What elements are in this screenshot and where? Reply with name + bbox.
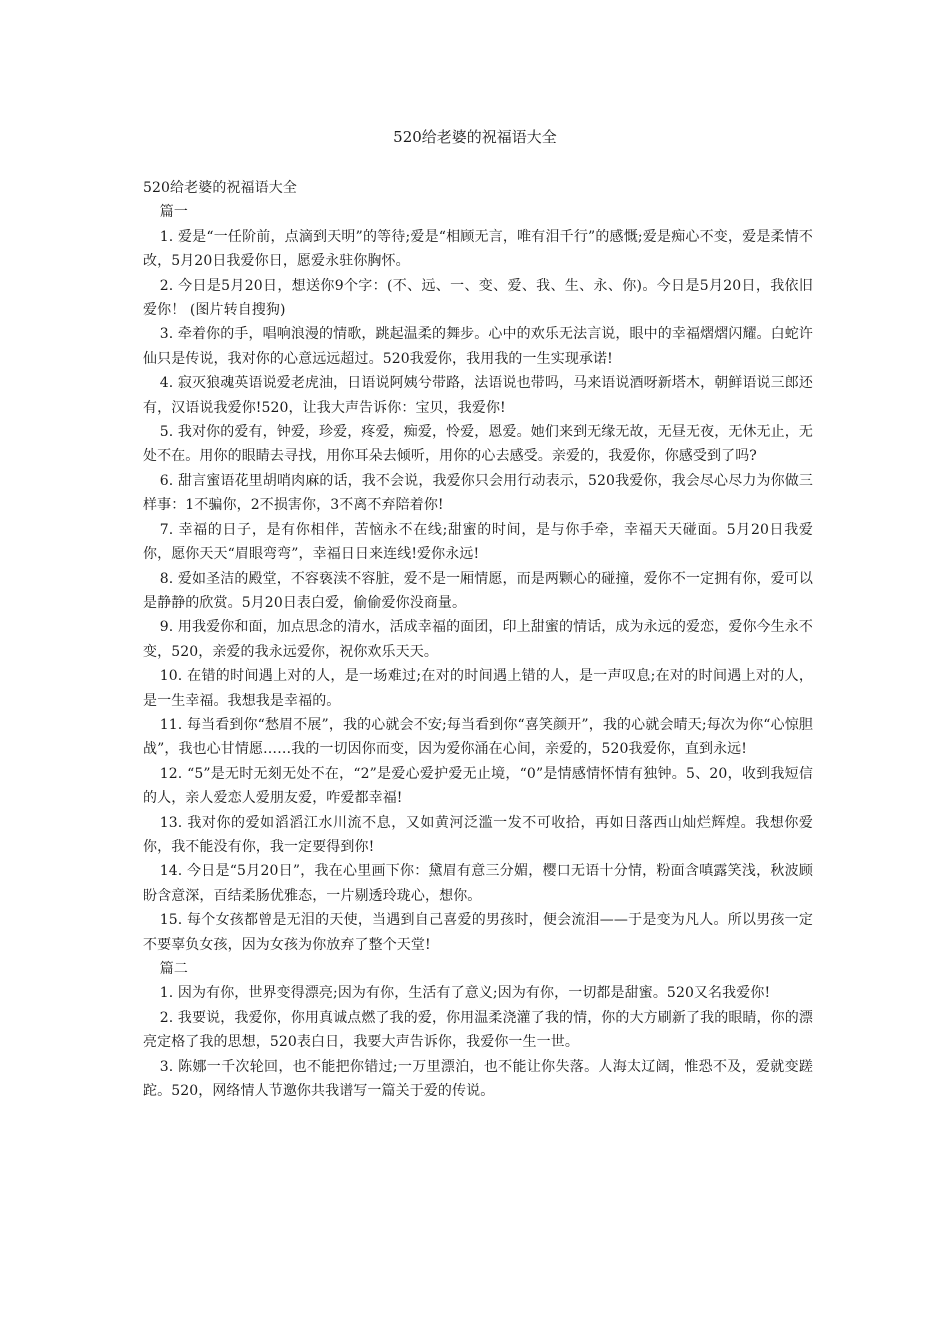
paragraph: 1. 爱是“一任阶前，点滴到天明”的等待;爱是“相顾无言，唯有泪千行”的感慨;爱是痴心不变，爱是柔情不改，5月20日我爱你日，愿爱永驻你胸怀。 <box>143 228 813 270</box>
document-title: 520给老婆的祝福语大全 <box>393 128 557 146</box>
body-heading: 520给老婆的祝福语大全 <box>143 180 297 196</box>
paragraph: 1. 因为有你，世界变得漂亮;因为有你，生活有了意义;因为有你，一切都是甜蜜。520又名我爱你! <box>159 985 771 1002</box>
paragraph: 2. 我要说，我爱你，你用真诚点燃了我的爱，你用温柔浇灌了我的情，你的大方刷新了我的眼睛，你的漂亮定格了我的思想，520表白日，我要大声告诉你，我爱你一生一世。 <box>143 1009 813 1051</box>
paragraph: 4. 寂灭狼魂英语说爱老虎油，日语说阿姨兮带路，法语说也带吗，马来语说酒呀新塔木，朝鲜语说三郎还有，汉语说我爱你!520，让我大声告诉你：宝贝，我爱你! <box>143 375 813 416</box>
paragraph: 8. 爱如圣洁的殿堂，不容亵渎不容脏，爱不是一厢情愿，而是两颗心的碰撞，爱你不一定拥有你，爱可以是静静的欣赏。5月20日表白爱，偷偷爱你没商量。 <box>143 570 813 611</box>
paragraph: 10. 在错的时间遇上对的人，是一场难过;在对的时间遇上错的人，是一声叹息;在对的时间遇上对的人，是一生幸福。我想我是幸福的。 <box>143 668 813 709</box>
paragraph: 14. 今日是“5月20日”，我在心里画下你：黛眉有意三分媚，樱口无语十分情，粉面含嗔露笑浅，秋波顾盼含意深，百结柔肠优雅态，一片剔透玲珑心，想你。 <box>143 863 813 904</box>
paragraph: 2. 今日是5月20日，想送你9个字：(不、远、一、变、爱、我、生、永、你)。今日是5月20日，我依旧爱你！ (图片转自搜狗) <box>143 277 813 319</box>
paragraph: 11. 每当看到你“愁眉不展”，我的心就会不安;每当看到你“喜笑颜开”，我的心就会晴天;每次为你“心惊胆战”，我也心甘情愿……我的一切因你而变，因为爱你涌在心间，亲爱的，520我爱你，直到永远! <box>143 716 813 758</box>
section-heading: 篇二 <box>159 961 188 977</box>
paragraph: 6. 甜言蜜语花里胡哨肉麻的话，我不会说，我爱你只会用行动表示，520我爱你，我会尽心尽力为你做三样事：1不骗你，2不损害你，3不离不弃陪着你! <box>143 472 813 514</box>
paragraph: 3. 牵着你的手，唱响浪漫的情歌，跳起温柔的舞步。心中的欢乐无法言说，眼中的幸福熠熠闪耀。白蛇许仙只是传说，我对你的心意远远超过。520我爱你，我用我的一生实现承诺! <box>143 326 813 367</box>
section-heading: 篇一 <box>159 204 188 221</box>
document-body <box>143 176 813 1103</box>
paragraph: 5. 我对你的爱有，钟爱，珍爱，疼爱，痴爱，怜爱，恩爱。她们来到无缘无故，无昼无夜，无休无止，无处不在。用你的眼睛去寻找，用你耳朵去倾听，用你的心去感受。亲爱的，我爱你，你感受到了吗? <box>143 424 813 465</box>
paragraph: 7. 幸福的日子，是有你相伴，苦恼永不在线;甜蜜的时间，是与你手牵，幸福天天碰面。5月20日我爱你，愿你天天“眉眼弯弯”，幸福日日来连线!爱你永远! <box>143 521 813 563</box>
paragraph: 15. 每个女孩都曾是无泪的天使，当遇到自己喜爱的男孩时，便会流泪——于是变为凡人。所以男孩一定不要辜负女孩，因为女孩为你放弃了整个天堂! <box>143 912 813 953</box>
paragraph: 12. “5”是无时无刻无处不在，“2”是爱心爱护爱无止境，“0”是情感情怀情有独钟。5、20，收到我短信的人，亲人爱恋人爱朋友爱，咋爱都幸福! <box>143 765 813 807</box>
paragraph: 3. 陈娜一千次轮回，也不能把你错过;一万里漂泊，也不能让你失落。人海太辽阔，惟恐不及，爱就变蹉跎。520，网络情人节邀你共我谱写一篇关于爱的传说。 <box>143 1058 813 1100</box>
paragraph: 13. 我对你的爱如滔滔江水川流不息，又如黄河泛滥一发不可收拾，再如日落西山灿烂辉煌。我想你爱你，我不能没有你，我一定要得到你! <box>143 814 813 855</box>
paragraph: 9. 用我爱你和面，加点思念的清水，活成幸福的面团，印上甜蜜的情话，成为永远的爱恋，爱你今生永不变，520，亲爱的我永远爱你，祝你欢乐天天。 <box>143 619 813 660</box>
